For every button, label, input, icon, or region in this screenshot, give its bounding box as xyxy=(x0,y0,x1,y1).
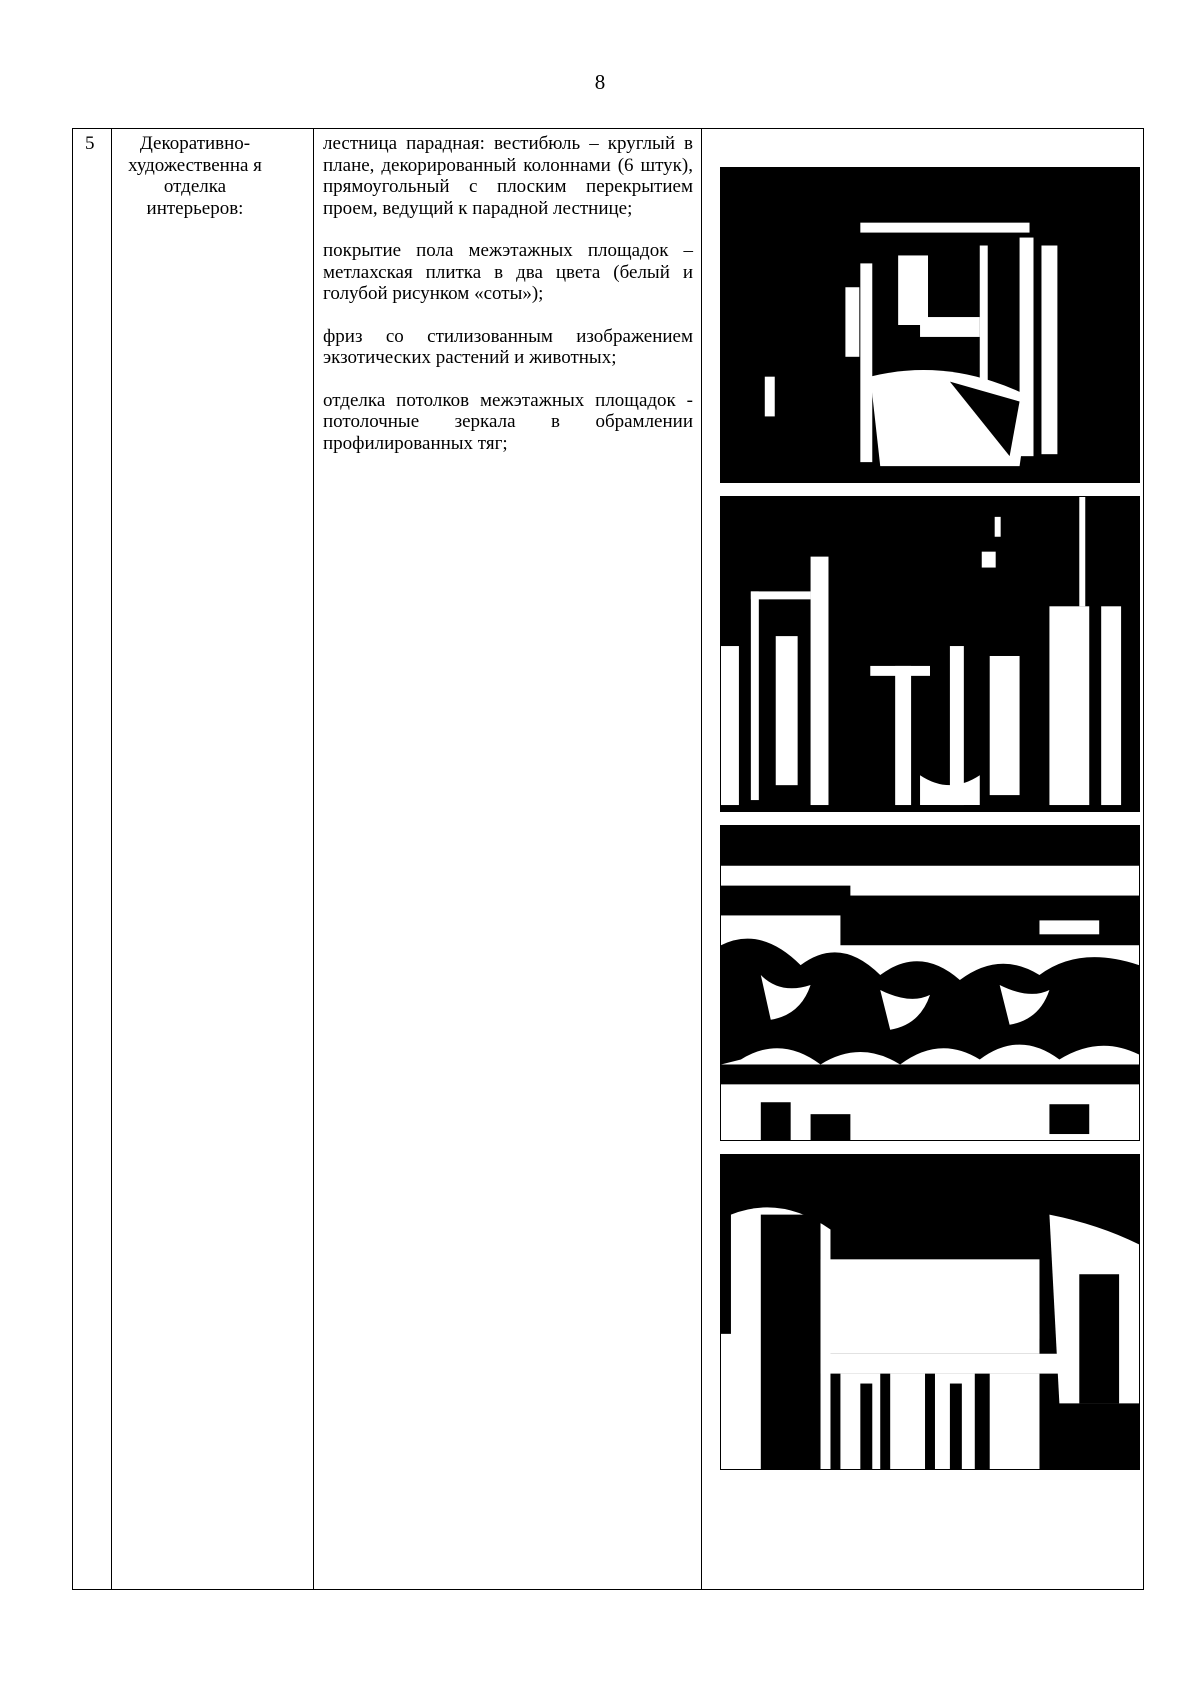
description-item: фриз со стилизованным изображением экзотических растений и животных; xyxy=(323,325,693,368)
table-divider xyxy=(701,129,702,1589)
description-item: покрытие пола межэтажных площадок – метлахская плитка в два цвета (белый и голубой рисунком «соты»); xyxy=(323,240,693,304)
table-divider xyxy=(111,129,112,1589)
photo-vestibule-icon xyxy=(720,167,1140,483)
description-item: лестница парадная: вестибюль – круглый в плане, декорированный колоннами (6 штук), прямоугольный с плоским перекрытием проем, ведущий к парадной лестнице; xyxy=(323,133,693,219)
page-number: 8 xyxy=(594,70,606,94)
document-table xyxy=(72,128,1144,1590)
photo-frieze-icon xyxy=(720,825,1140,1141)
row-number: 5 xyxy=(85,133,95,154)
photo-ceiling-icon xyxy=(720,1154,1140,1470)
row-description xyxy=(323,133,693,475)
photo-columns-icon xyxy=(720,496,1140,812)
table-divider xyxy=(313,129,314,1589)
row-title: Декоративно-художественна я отделка интерьеров: xyxy=(128,133,262,219)
description-item: отделка потолков межэтажных площадок - потолочные зеркала в обрамлении профилированных тяг; xyxy=(323,389,693,454)
